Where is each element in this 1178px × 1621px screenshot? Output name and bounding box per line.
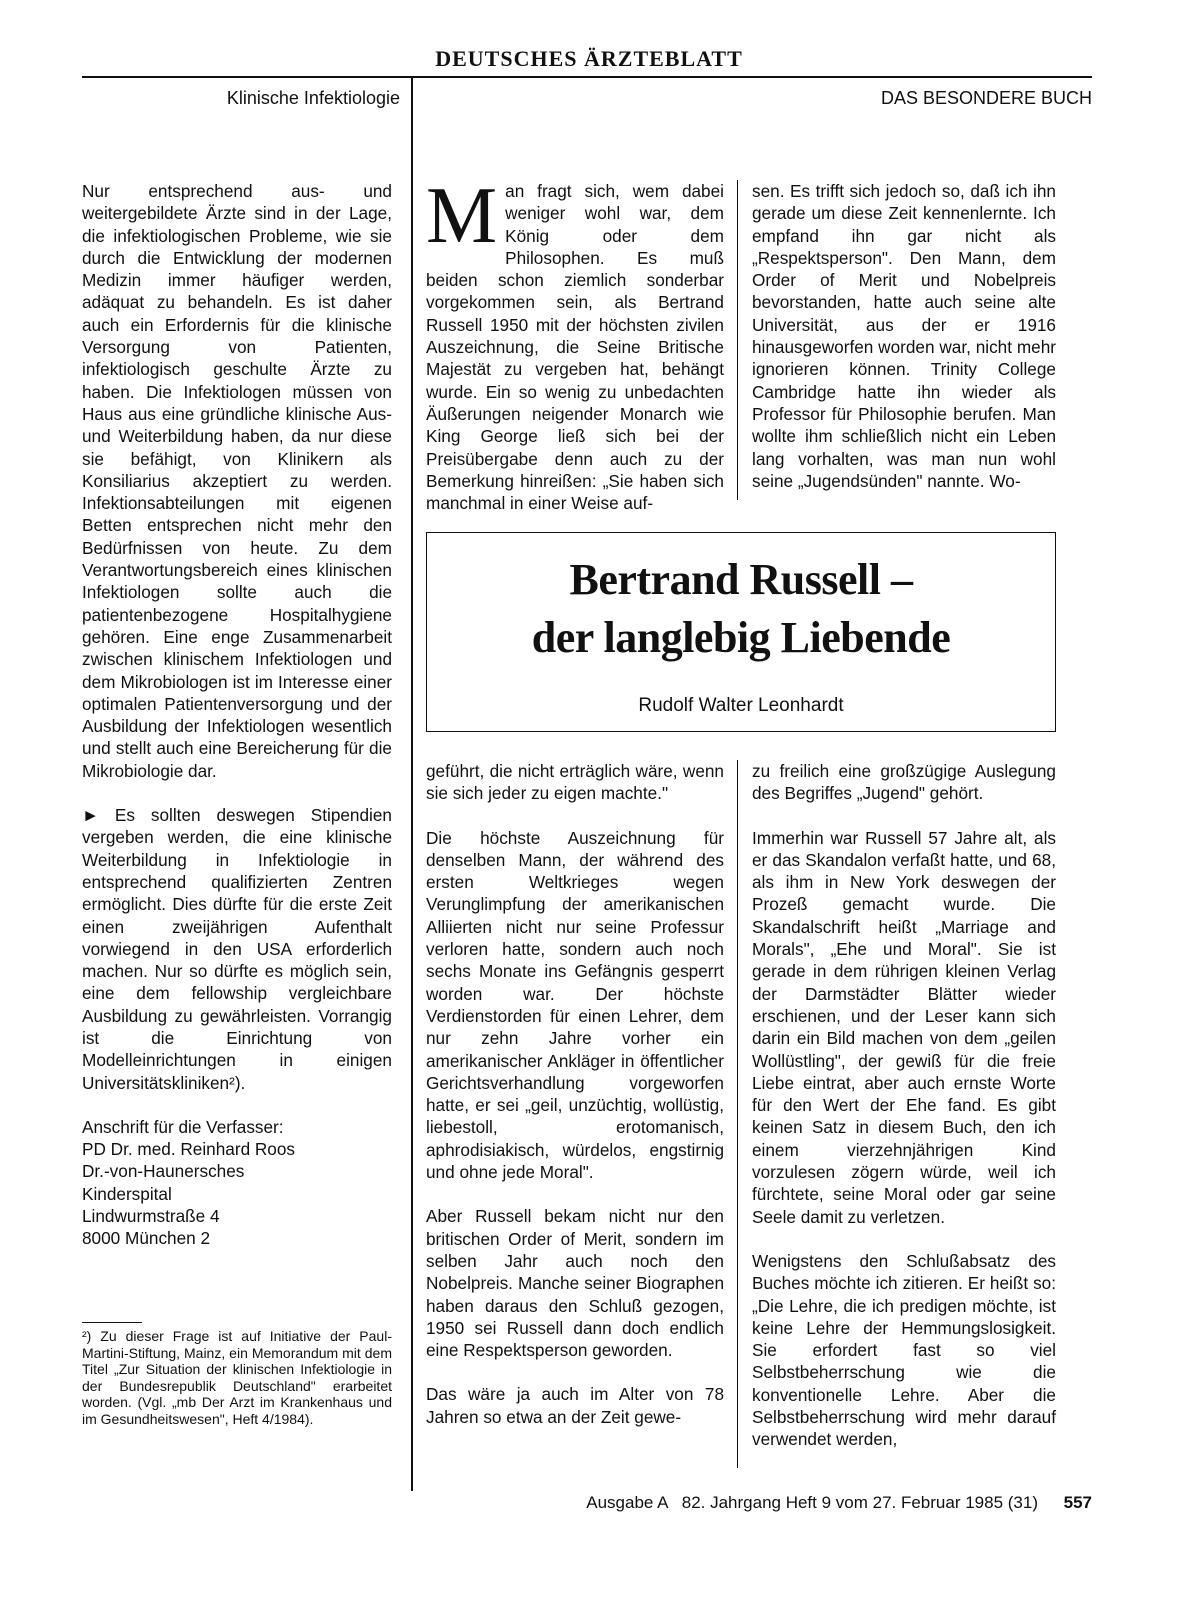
article-paragraph: geführt, die nicht erträglich wäre, wenn sie sich jeder zu eigen machte." xyxy=(426,761,724,804)
article-top-middle-column xyxy=(426,172,724,514)
article-paragraph: Immerhin war Russell 57 Jahre alt, als er das Skandalon verfaßt hatte, und 68, als ihm in New York deswegen der Prozeß gemacht wurde. Die Skandalschrift heißt „Marriage and Morals", „Ehe und Moral". Sie ist gerade in dem rührigen kleinen Verlag der Darmstädter Blätter wieder erschienen, und der Leser kann sich darin ein Bild machen von dem „geilen Wollüstling", der gewiß für die freie Liebe eintrat, aber auch ernste Worte für den Wert der Ehe fand. Es gibt keinen Satz in diesem Buch, den ich einem vierzehnjährigen Kind vorzulesen zögern würde, weil ich fürchtete, seine Moral oder gar seine Seele damit zu verletzen. xyxy=(752,827,1056,1227)
footnote-rule xyxy=(82,1322,142,1323)
article-top-right-text: sen. Es trifft sich jedoch so, daß ich ihn gerade um diese Zeit kennenlernte. Ich empfand ihn gar nicht als „Respektsperson". Den Mann, dem Order of Merit und Nobelpreis bevorstanden, hatte auch seine alte Universität, aus der er 1916 hinausgeworfen worden war, nicht mehr ignorieren können. Trinity College Cambridge hatte ihn wieder als Professor für Philosophie berufen. Man wollte ihm schließlich nicht ein Leben lang vorhalten, was man nun wohl seine „Jugendsünden" nannte. Wo- xyxy=(752,181,1056,491)
article-author: Rudolf Walter Leonhardt xyxy=(638,695,844,716)
article-top-right-column xyxy=(752,180,1056,492)
column-divider xyxy=(411,76,413,1491)
address-line: 8000 München 2 xyxy=(82,1228,211,1249)
left-paragraph-1: Nur entsprechend aus- und weitergebildete Ärzte sind in der Lage, die infektiologischen Probleme, wie sie durch die Entwicklung der modernen Medizin immer häufiger werden, adäquat zu behandeln. Es ist daher auch ein Erfordernis für die klinische Versorgung von Patienten, infektiologisch geschulte Ärzte zu haben. Die Infektiologen müssen von Haus aus eine gründliche klinische Aus- und Weiterbildung haben, da nur diese sie befähigt, von Klinikern als Konsiliarius akzeptiert zu werden. Infektionsabteilungen mit eigenen Betten entsprechen nicht mehr den Bedürfnissen von heute. Zu dem Verantwortungsbereich eines klinischen Infektiologen sollte auch die patientenbezogene Hospitalhygiene gehören. Eine enge Zusammenarbeit zwischen klinischem Infektiologen und dem Mikrobiologen ist im Interesse einer optimalen Patientenversorgung und der Ausbildung der Infektiologen wesentlich und stellt auch eine Bereicherung für die Mikrobiologie dar. xyxy=(82,181,392,781)
column-rule xyxy=(737,180,738,500)
article-title-line-1: Bertrand Russell – xyxy=(569,555,913,604)
article-middle-column xyxy=(426,760,724,1428)
article-paragraph: zu freilich eine großzügige Auslegung des Begriffes „Jugend" gehört. xyxy=(752,761,1056,804)
left-column xyxy=(82,180,392,1250)
drop-cap: M xyxy=(426,172,498,260)
article-paragraph: Das wäre ja auch im Alter von 78 Jahren so etwa an der Zeit gewe- xyxy=(426,1384,724,1427)
footnote: ²) Zu dieser Frage ist auf Initiative der Paul-Martini-Stiftung, Mainz, ein Memorandum mit dem Titel „Zur Situation der klinischen Infektiologie in der Bundesrepublik Deutschland" erarbeitet worden. (Vgl. „mb Der Arzt im Krankenhaus und im Gesundheitswesen", Heft 4/1984). xyxy=(82,1328,392,1427)
column-rule xyxy=(737,760,738,1468)
article-paragraph: Wenigstens den Schlußabsatz des Buches möchte ich zitieren. Er heißt so: „Die Lehre, die ich predigen möchte, ist keine Lehre der Hemmungslosigkeit. Sie erfordert fast so viel Selbstbeherrschung wie die konventionelle Lehre. Aber die Selbstbeherrschung wird mehr darauf verwendet werden, xyxy=(752,1250,1056,1450)
issue-info: Ausgabe A 82. Jahrgang Heft 9 vom 27. Februar 1985 (31) xyxy=(586,1493,1038,1512)
section-label-right: DAS BESONDERE BUCH xyxy=(880,88,1092,108)
article-title-line-2: der langlebig Liebende xyxy=(531,613,951,662)
address-line: PD Dr. med. Reinhard Roos xyxy=(82,1139,296,1160)
address-line: Lindwurmstraße 4 xyxy=(82,1206,220,1227)
title-box xyxy=(426,532,1056,732)
article-paragraph: Aber Russell bekam nicht nur den britischen Order of Merit, sondern im selben Jahr auch noch den Nobelpreis. Manche seiner Biographen haben daraus den Schluß gezogen, 1950 sei Russell dann doch endlich eine Respektsperson geworden. xyxy=(426,1206,724,1361)
article-opening-text: an fragt sich, wem dabei weniger wohl war, dem König oder dem Philosophen. Es muß beiden schon ziemlich sonderbar vorgekommen sein, als Bertrand Russell 1950 mit der höchsten zivilen Auszeichnung, die Seine Britische Majestät zu vergeben hat, behängt wurde. Ein so wenig zu unbedachten Äußerungen neigender Monarch wie King George ließ sich bei der Preisübergabe denn auch zu der Bemerkung hinreißen: „Sie haben sich manchmal in einer Weise auf- xyxy=(426,181,724,514)
article-title xyxy=(427,551,1055,667)
address-block xyxy=(82,1116,392,1250)
header-rule xyxy=(82,76,1092,78)
article-paragraph: Die höchste Auszeichnung für denselben Mann, der während des ersten Weltkrieges wegen Verunglimpfung der amerikanischen Alliierten nicht nur seine Professur verloren hatte, sondern auch noch sechs Monate ins Gefängnis gesperrt worden war. Der höchste Verdienstorden für einen Lehrer, dem nur zehn Jahre vorher ein amerikanischer Ankläger in öffentlicher Gerichtsverhandlung vorgeworfen hatte, er sei „geil, unzüchtig, wollüstig, liebestoll, erotomanisch, aphrodisiakisch, würdelos, engstirnig und ohne jede Moral". xyxy=(426,827,724,1183)
address-line: Dr.-von-Haunersches xyxy=(82,1161,245,1182)
left-paragraph-2: ► Es sollten deswegen Stipendien vergeben werden, die eine klinische Weiterbildung in Infektiologie in entsprechend qualifizierten Zentren ermöglicht. Dies dürfte für die erste Zeit einen zweijährigen Aufenthalt vorwiegend in den USA erforderlich machen. Nur so dürfte es möglich sein, eine dem fellowship vergleichbare Ausbildung zu gewährleisten. Vorrangig ist die Einrichtung von Modelleinrichtungen in einigen Universitätskliniken²). xyxy=(82,805,392,1093)
article-right-column xyxy=(752,760,1056,1451)
address-line: Anschrift für die Verfasser: xyxy=(82,1116,284,1137)
address-line: Kinderspital xyxy=(82,1183,172,1204)
page-number: 557 xyxy=(1063,1493,1092,1512)
section-label-left: Klinische Infektiologie xyxy=(226,88,400,108)
masthead: DEUTSCHES ÄRZTEBLATT xyxy=(435,46,743,71)
